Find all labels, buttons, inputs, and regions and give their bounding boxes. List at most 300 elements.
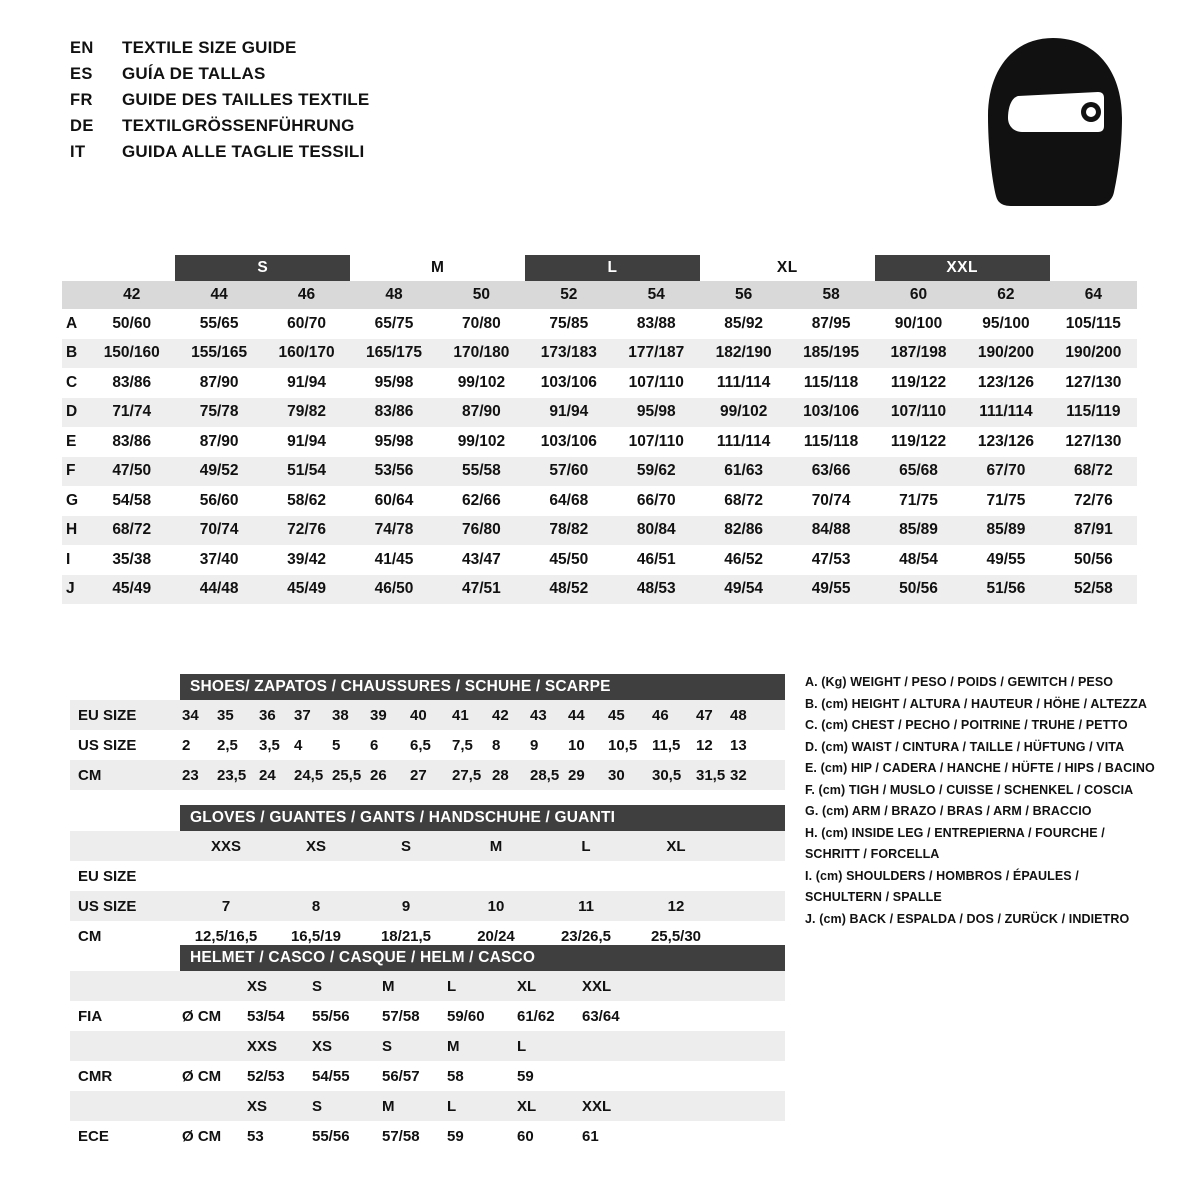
helmet-cmr-row [70,1061,785,1091]
shoes-eu-14: 47 [696,706,713,724]
header-row-it [70,142,369,168]
size-number-60: 60 [909,286,928,303]
helmet-row-label-fia: FIA [78,1007,103,1025]
cell-a-62: 95/100 [982,314,1030,332]
shoes-eu-15: 48 [730,706,747,724]
cell-a-54: 83/88 [636,314,676,332]
helmet-ece-v2: 55/56 [312,1127,350,1145]
shoes-cm-10: 28,5 [530,766,560,784]
gloves-cm-3: 18/21,5 [380,927,432,945]
size-band-m: M [430,259,445,276]
cell-i-44: 37/40 [199,550,239,568]
cell-d-42: 71/74 [112,403,152,421]
cell-e-64: 127/130 [1065,432,1122,450]
cell-c-52: 103/106 [540,373,597,391]
cell-f-52: 57/60 [549,462,589,480]
cell-c-58: 115/118 [803,373,859,391]
header-row-en [70,38,369,64]
helmet-fia-v4: 59/60 [447,1007,485,1025]
row-label-b: B [66,344,78,362]
gloves-us-values [180,898,785,915]
helmet-ece-values [180,1128,785,1145]
shoes-cm-7: 27 [410,766,427,784]
size-band-blank-64 [1050,255,1137,281]
size-band-xxl: XXL [875,255,1050,281]
header-text-fr: GUIDE DES TAILLES TEXTILE [122,90,370,109]
header-lang-en: EN [70,39,94,57]
header-text-en: TEXTILE SIZE GUIDE [122,38,297,57]
header-text-de: TEXTILGRÖSSENFÜHRUNG [122,116,355,135]
size-number-48: 48 [385,286,403,303]
cell-f-60: 65/68 [899,462,938,480]
cell-f-58: 63/66 [811,462,851,480]
cell-g-60: 71/75 [899,491,938,509]
cell-i-46: 39/42 [287,550,326,568]
row-label-c: C [66,373,78,391]
cell-d-48: 83/86 [374,403,414,421]
helmet-cmr-size-l: L [517,1037,527,1055]
cell-e-62: 123/126 [977,432,1034,450]
shoes-eu-values [180,707,785,724]
gloves-size-xl: XL [666,837,686,855]
cell-d-46: 79/82 [287,403,326,421]
cell-g-44: 56/60 [199,491,239,509]
cell-h-64: 87/91 [1073,521,1113,539]
legend-line-e: E. (cm) HIP / CADERA / HANCHE / HÜFTE / HIPS / BACINO [805,761,1155,775]
cell-i-42: 35/38 [112,550,152,568]
shoes-eu-3: 36 [259,706,276,724]
helmet-fia-size-xl: XL [517,977,537,995]
helmet-ece-v6: 61 [582,1127,599,1145]
cell-d-58: 103/106 [803,403,860,421]
legend-line-g: G. (cm) ARM / BRAZO / BRAS / ARM / BRACCIO [805,804,1092,818]
cell-e-56: 111/114 [716,432,771,450]
helmet-cmr-v4: 58 [447,1067,464,1085]
cell-f-44: 49/52 [199,462,239,480]
cell-b-54: 177/187 [628,344,685,362]
cell-h-56: 82/86 [724,521,764,539]
cell-a-48: 65/75 [374,314,414,332]
table-row [62,309,1137,339]
cell-f-54: 59/62 [636,462,676,480]
size-number-44: 44 [210,286,228,303]
gloves-table [70,805,785,951]
shoes-us-7: 6,5 [410,736,431,754]
table-row [62,575,1137,605]
header-lang-fr: FR [70,91,93,109]
cell-d-62: 111/114 [979,403,1033,421]
cell-b-50: 170/180 [453,344,510,362]
shoes-cm-13: 30,5 [652,766,682,784]
size-number-64: 64 [1084,286,1102,303]
size-number-54: 54 [647,286,665,303]
helmet-cmr-size-s: S [382,1037,393,1055]
helmet-cmr-header [70,1031,785,1061]
gloves-row-label-cm: CM [78,927,102,945]
helmet-row-label-cmr: CMR [78,1067,113,1085]
cell-i-64: 50/56 [1073,550,1113,568]
helmet-unit-spacer-fia [180,978,245,995]
cell-e-58: 115/118 [803,432,859,450]
cell-d-60: 107/110 [890,403,947,421]
gloves-cm-2: 16,5/19 [290,927,342,945]
textile-size-table [62,255,1137,604]
shoes-us-6: 6 [370,736,379,754]
legend-line-j: J. (cm) BACK / ESPALDA / DOS / ZURÜCK / INDIETRO [805,911,1130,926]
helmet-fia-v5: 61/62 [517,1007,555,1025]
cell-b-52: 173/183 [540,344,597,362]
shoes-row-us [70,730,785,760]
shoes-eu-2: 35 [217,706,234,724]
legend-line-f: F. (cm) TIGH / MUSLO / CUISSE / SCHENKEL / COSCIA [805,782,1134,797]
cell-j-60: 50/56 [899,580,938,598]
cell-i-62: 49/55 [986,550,1026,568]
size-number-50: 50 [472,286,491,303]
gloves-cm-5: 23/26,5 [560,927,612,945]
shoes-eu-8: 41 [452,706,469,724]
gloves-header-values [180,838,785,855]
cell-h-52: 78/82 [549,521,589,539]
cell-e-60: 119/122 [890,432,947,450]
helmet-unit-spacer-cmr [180,1038,245,1055]
size-number-row [62,281,1137,309]
shoes-cm-15: 32 [730,766,747,784]
cell-i-50: 43/47 [462,550,501,568]
helmet-fia-size-s: S [312,977,323,995]
cell-f-42: 47/50 [112,462,152,480]
legend-line-c: C. (cm) CHEST / PECHO / POITRINE / TRUHE / PETTO [805,718,1128,732]
shoes-us-2: 2,5 [217,736,238,754]
size-number-58: 58 [822,286,840,303]
cell-e-52: 103/106 [540,432,597,450]
cell-j-58: 49/55 [811,580,851,598]
table-row [62,368,1137,398]
helmet-ece-size-m: M [382,1097,395,1115]
shoes-eu-6: 39 [370,706,387,724]
cell-j-54: 48/53 [636,580,676,598]
cell-g-54: 66/70 [636,491,676,509]
gloves-row-eu [70,861,785,891]
shoes-row-cm [70,760,785,790]
cell-c-48: 95/98 [374,373,414,391]
row-label-a: A [66,314,78,332]
helmet-fia-header-values [180,978,785,995]
cell-d-56: 99/102 [719,403,768,421]
gloves-size-xs: XS [305,837,326,855]
gloves-us-2: 8 [311,897,321,915]
cell-a-52: 75/85 [549,314,589,332]
cell-f-64: 68/72 [1073,462,1113,480]
cell-e-48: 95/98 [374,432,414,450]
helmet-fia-values [180,1008,785,1025]
cell-d-64: 115/119 [1066,403,1121,421]
cell-b-64: 190/200 [1065,344,1122,362]
cell-f-56: 61/63 [724,462,764,480]
cell-j-42: 45/49 [112,580,152,598]
cell-f-46: 51/54 [287,462,326,480]
cell-g-52: 64/68 [549,491,589,509]
gloves-size-m: M [489,837,503,855]
shoes-row-label-cm: CM [78,766,102,784]
table-row [62,516,1137,546]
shoes-us-4: 4 [294,736,303,754]
cell-b-44: 155/165 [191,344,248,362]
size-number-42: 42 [123,286,141,303]
header-row-es [70,64,369,90]
table-row [62,398,1137,428]
gloves-cm-1: 12,5/16,5 [194,927,258,945]
cell-b-60: 187/198 [890,344,947,362]
shoes-us-9: 8 [492,736,501,754]
size-number-corner [62,281,88,309]
header-lang-es: ES [70,65,93,83]
helmet-unit-spacer-ece [180,1098,245,1115]
cell-g-46: 58/62 [287,491,326,509]
legend-line-i-cont: SCHULTERN / SPALLE [805,890,942,904]
cell-g-48: 60/64 [374,491,414,509]
size-number-52: 52 [560,286,578,303]
helmet-fia-size-l: L [447,977,457,995]
cell-h-58: 84/88 [811,521,851,539]
cell-b-62: 190/200 [977,344,1034,362]
cell-g-42: 54/58 [112,491,152,509]
shoes-us-5: 5 [332,736,341,754]
cell-c-64: 127/130 [1065,373,1122,391]
helmet-ece-v3: 57/58 [382,1127,420,1145]
helmet-ece-row [70,1121,785,1151]
gloves-cm-6: 25,5/30 [650,927,702,945]
row-label-h: H [66,521,78,539]
cell-j-64: 52/58 [1073,580,1113,598]
helmet-fia-v3: 57/58 [382,1007,420,1025]
cell-h-54: 80/84 [636,521,676,539]
table-row [62,486,1137,516]
size-band-l: L [525,255,700,281]
helmet-cmr-v1: 52/53 [247,1067,285,1085]
gloves-row-label-eu: EU SIZE [78,867,137,885]
cell-e-42: 83/86 [112,432,152,450]
shoes-cm-3: 24 [259,766,276,784]
gloves-size-s: S [400,837,411,855]
cell-c-54: 107/110 [628,373,684,391]
cell-e-44: 87/90 [199,432,239,450]
shoes-us-14: 12 [696,736,713,754]
cell-c-44: 87/90 [199,373,239,391]
size-band-s: S [175,255,350,281]
legend-line-i: I. (cm) SHOULDERS / HOMBROS / ÉPAULES / [805,868,1079,883]
cell-c-62: 123/126 [977,373,1034,391]
shoes-cm-values [180,767,785,784]
helmet-fia-v2: 55/56 [312,1007,350,1025]
size-number-62: 62 [997,286,1015,303]
cell-b-56: 182/190 [715,344,772,362]
header-row-de [70,116,369,142]
cell-a-64: 105/115 [1065,314,1121,332]
cell-a-50: 70/80 [462,314,501,332]
cell-j-56: 49/54 [724,580,764,598]
shoes-cm-11: 29 [568,766,585,784]
size-band-row [62,255,1137,281]
shoes-row-label-us: US SIZE [78,736,137,754]
legend-line-a: A. (Kg) WEIGHT / PESO / POIDS / GEWITCH / PESO [805,675,1114,689]
size-number-56: 56 [735,286,753,303]
racing-helmet-icon [978,30,1128,210]
shoes-cm-8: 27,5 [452,766,482,784]
size-band-blank-42 [88,255,175,281]
header-lang-de: DE [70,117,94,135]
size-band-xl: XL [776,259,798,276]
helmet-fia-unit: Ø CM [182,1007,222,1025]
cell-d-44: 75/78 [199,403,239,421]
helmet-cmr-header-values [180,1038,785,1055]
cell-j-52: 48/52 [549,580,589,598]
cell-a-60: 90/100 [894,314,943,332]
cell-i-52: 45/50 [549,550,589,568]
cell-g-62: 71/75 [986,491,1026,509]
cell-a-42: 50/60 [112,314,152,332]
legend-line-b: B. (cm) HEIGHT / ALTURA / HAUTEUR / HÖHE / ALTEZZA [805,696,1148,711]
shoes-cm-14: 31,5 [696,766,726,784]
row-label-g: G [66,491,79,509]
helmet-table-title: HELMET / CASCO / CASQUE / HELM / CASCO [180,945,785,971]
shoes-eu-9: 42 [492,706,509,724]
shoes-us-10: 9 [530,736,539,754]
cell-d-52: 91/94 [549,403,589,421]
shoes-us-8: 7,5 [452,736,473,754]
legend-line-h-cont: SCHRITT / FORCELLA [805,847,940,861]
shoes-cm-5: 25,5 [332,766,362,784]
helmet-ece-unit: Ø CM [182,1127,222,1145]
cell-h-46: 72/76 [287,521,326,539]
gloves-size-xxs: XXS [210,837,241,855]
shoes-cm-6: 26 [370,766,387,784]
row-label-j: J [66,580,75,598]
shoes-cm-4: 24,5 [294,766,324,784]
gloves-size-l: L [581,837,591,855]
table-row [62,339,1137,369]
shoes-eu-13: 46 [652,706,669,724]
shoes-cm-12: 30 [608,766,625,784]
shoes-eu-10: 43 [530,706,547,724]
cell-c-60: 119/122 [890,373,947,391]
helmet-fia-row [70,1001,785,1031]
shoes-cm-2: 23,5 [217,766,247,784]
helmet-fia-v1: 53/54 [247,1007,285,1025]
cell-e-54: 107/110 [628,432,684,450]
helmet-ece-size-xl: XL [517,1097,537,1115]
shoes-row-eu [70,700,785,730]
helmet-fia-header [70,971,785,1001]
helmet-cmr-values [180,1068,785,1085]
table-row [62,545,1137,575]
gloves-cm-4: 20/24 [477,927,515,945]
cell-h-50: 76/80 [462,521,501,539]
cell-a-58: 87/95 [811,314,851,332]
cell-c-46: 91/94 [287,373,326,391]
header-row-fr [70,90,369,116]
helmet-cmr-v5: 59 [517,1067,534,1085]
cell-g-64: 72/76 [1073,491,1113,509]
gloves-us-6: 12 [667,897,685,915]
cell-g-56: 68/72 [724,491,764,509]
measurement-legend [805,672,1160,930]
size-number-46: 46 [297,286,316,303]
legend-line-d: D. (cm) WAIST / CINTURA / TAILLE / HÜFTUNG / VITA [805,739,1125,754]
cell-b-58: 185/195 [803,344,860,362]
shoes-eu-11: 44 [568,706,585,724]
cell-a-56: 85/92 [724,314,764,332]
cell-j-48: 46/50 [374,580,414,598]
helmet-table [70,945,785,1151]
cell-i-58: 47/53 [811,550,851,568]
row-label-i: I [66,550,71,568]
row-label-f: F [66,462,76,480]
shoes-table-title: SHOES/ ZAPATOS / CHAUSSURES / SCHUHE / SCARPE [180,674,785,700]
helmet-cmr-size-xxs: XXS [247,1037,278,1055]
gloves-row-label-us: US SIZE [78,897,137,915]
shoes-eu-7: 40 [410,706,427,724]
helmet-ece-v5: 60 [517,1127,534,1145]
cell-f-50: 55/58 [462,462,501,480]
header-text-es: GUÍA DE TALLAS [122,64,266,83]
gloves-us-5: 11 [578,897,594,915]
helmet-fia-size-xs: XS [247,977,268,995]
helmet-ece-size-l: L [447,1097,457,1115]
cell-i-60: 48/54 [899,550,938,568]
shoes-us-15: 13 [730,736,747,754]
cell-c-56: 111/114 [716,373,771,391]
cell-b-42: 150/160 [103,344,160,362]
shoes-us-12: 10,5 [608,736,638,754]
helmet-ece-v4: 59 [447,1127,464,1145]
header-lang-it: IT [70,143,86,161]
helmet-fia-v6: 63/64 [582,1007,620,1025]
cell-h-42: 68/72 [112,521,152,539]
helmet-cmr-v3: 56/57 [382,1067,420,1085]
table-row [62,427,1137,457]
shoes-row-label-eu: EU SIZE [78,706,137,724]
cell-j-50: 47/51 [462,580,501,598]
helmet-ece-size-xs: XS [247,1097,268,1115]
size-band-spacer [62,255,88,281]
cell-j-44: 44/48 [199,580,239,598]
shoes-eu-12: 45 [608,706,625,724]
shoes-us-11: 10 [568,736,585,754]
shoes-us-values [180,737,785,754]
gloves-table-title: GLOVES / GUANTES / GANTS / HANDSCHUHE / GUANTI [180,805,785,831]
cell-e-46: 91/94 [287,432,326,450]
gloves-us-4: 10 [487,897,505,915]
shoes-us-3: 3,5 [259,736,280,754]
table-row [62,457,1137,487]
shoes-eu-5: 38 [332,706,349,724]
cell-j-46: 45/49 [287,580,326,598]
gloves-row-us [70,891,785,921]
cell-g-58: 70/74 [811,491,851,509]
shoes-us-1: 2 [182,736,191,754]
cell-d-54: 95/98 [636,403,676,421]
cell-f-62: 67/70 [986,462,1026,480]
gloves-row-header [70,831,785,861]
helmet-cmr-size-xs: XS [312,1037,333,1055]
cell-i-48: 41/45 [374,550,414,568]
cell-h-62: 85/89 [986,521,1026,539]
gloves-us-3: 9 [401,897,411,915]
helmet-fia-size-xxl: XXL [582,977,612,995]
shoes-table [70,674,785,790]
gloves-cm-values [180,928,785,945]
helmet-cmr-size-m: M [447,1037,460,1055]
